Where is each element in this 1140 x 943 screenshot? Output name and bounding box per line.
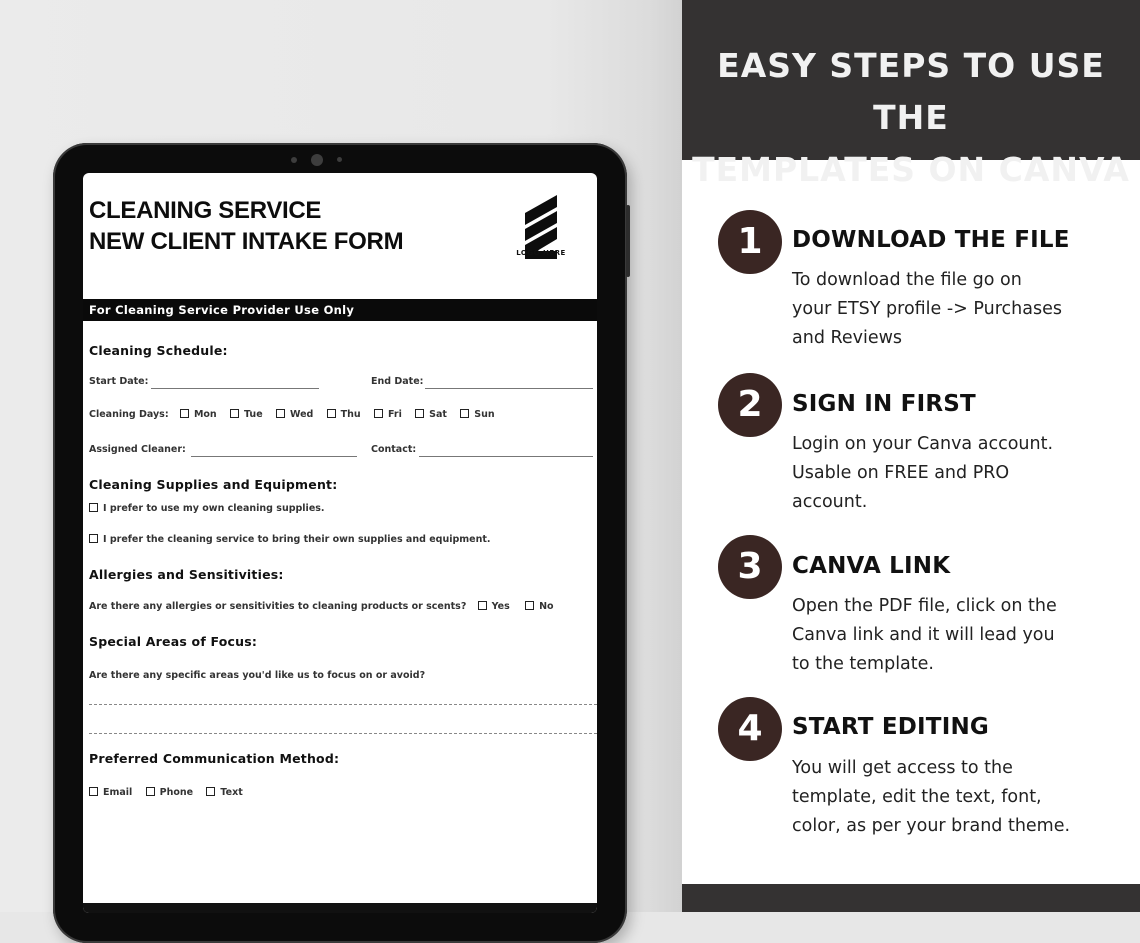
start-date-line[interactable]: [151, 388, 319, 389]
assigned-cleaner-label: Assigned Cleaner:: [89, 444, 186, 455]
comm-label-email: Email: [103, 787, 133, 798]
cleaning-days-label: Cleaning Days:: [89, 409, 169, 420]
communication-options: [89, 787, 243, 798]
allergies-heading: Allergies and Sensitivities:: [89, 567, 284, 582]
step-1-line-3: and Reviews: [792, 328, 903, 348]
comm-label-phone: Phone: [159, 787, 194, 798]
step-2-line-3: account.: [792, 492, 868, 512]
start-date-label: Start Date:: [89, 376, 149, 387]
supplies-heading: Cleaning Supplies and Equipment:: [89, 477, 338, 492]
day-checkbox-fri[interactable]: [374, 409, 383, 418]
step-3-line-3: to the template.: [792, 654, 934, 674]
allergies-question: Are there any allergies or sensitivities to cleaning products or scents?: [89, 601, 467, 612]
contact-line[interactable]: [419, 456, 593, 457]
focus-answer-line-1[interactable]: [89, 704, 597, 705]
step-3-line-2: Canva link and it will lead you: [792, 625, 1055, 645]
step-3-text: [792, 592, 1092, 679]
allergies-no-checkbox[interactable]: [525, 601, 534, 610]
focus-answer-line-2[interactable]: [89, 733, 597, 734]
tablet-sensor-left: [291, 157, 297, 163]
tablet-camera: [311, 154, 323, 166]
supplies-option-2: [89, 534, 491, 545]
comm-checkbox-text[interactable]: [206, 787, 215, 796]
step-1-number: 1: [718, 210, 782, 274]
schedule-heading: Cleaning Schedule:: [89, 343, 228, 358]
contact-label: Contact:: [371, 444, 417, 455]
day-checkbox-tue[interactable]: [230, 409, 239, 418]
panel-footer: [682, 884, 1140, 912]
form-title-line2: NEW CLIENT INTAKE FORM: [89, 228, 404, 255]
tablet-mockup: [53, 143, 627, 943]
step-4-line-3: color, as per your brand theme.: [792, 816, 1071, 836]
step-4-line-1: You will get access to the: [792, 758, 1013, 778]
step-4-number: 4: [718, 697, 782, 761]
supplies-option-2-text: I prefer the cleaning service to bring their own supplies and equipment.: [103, 534, 491, 545]
focus-question: Are there any specific areas you'd like us to focus on or avoid?: [89, 670, 426, 681]
panel-title: [682, 40, 1140, 196]
supplies-checkbox-1[interactable]: [89, 503, 98, 512]
supplies-option-1-text: I prefer to use my own cleaning supplies.: [103, 503, 325, 514]
day-checkbox-sat[interactable]: [415, 409, 424, 418]
step-4-text: [792, 754, 1092, 841]
day-checkbox-wed[interactable]: [276, 409, 285, 418]
step-1-line-1: To download the file go on: [792, 270, 1022, 290]
step-4-line-2: template, edit the text, font,: [792, 787, 1042, 807]
instructions-panel: [682, 0, 1140, 912]
step-3-title: CANVA LINK: [792, 553, 951, 579]
allergies-question-row: [89, 601, 554, 612]
allergies-yes-label: Yes: [491, 601, 510, 612]
tablet-sensor-right: [337, 157, 342, 162]
end-date-label: End Date:: [371, 376, 424, 387]
assigned-cleaner-line[interactable]: [191, 456, 357, 457]
comm-label-text: Text: [220, 787, 243, 798]
form-title: [89, 195, 403, 257]
panel-title-line2: TEMPLATES ON CANVA: [692, 150, 1130, 189]
day-label-tue: Tue: [244, 409, 263, 420]
day-label-thu: Thu: [340, 409, 361, 420]
day-label-wed: Wed: [289, 409, 314, 420]
day-checkbox-thu[interactable]: [327, 409, 336, 418]
step-3-line-1: Open the PDF file, click on the: [792, 596, 1057, 616]
form-title-line1: CLEANING SERVICE: [89, 197, 322, 224]
supplies-option-1: [89, 503, 325, 514]
panel-header: [682, 0, 1140, 189]
cleaning-days-row: [89, 409, 505, 420]
step-1-text: [792, 266, 1092, 353]
step-3-number: 3: [718, 535, 782, 599]
panel-title-line1: EASY STEPS TO USE THE: [717, 46, 1105, 137]
end-date-line[interactable]: [425, 388, 593, 389]
day-label-sun: Sun: [474, 409, 495, 420]
supplies-checkbox-2[interactable]: [89, 534, 98, 543]
comm-checkbox-phone[interactable]: [146, 787, 155, 796]
step-2-number: 2: [718, 373, 782, 437]
step-2-title: SIGN IN FIRST: [792, 391, 976, 417]
provider-use-band: For Cleaning Service Provider Use Only: [83, 299, 597, 321]
focus-heading: Special Areas of Focus:: [89, 634, 258, 649]
step-2-line-2: Usable on FREE and PRO: [792, 463, 1010, 483]
day-label-fri: Fri: [388, 409, 402, 420]
tablet-screen: [83, 173, 597, 913]
allergies-no-label: No: [539, 601, 554, 612]
step-2-line-1: Login on your Canva account.: [792, 434, 1054, 454]
logo-text: LOGO HERE: [516, 249, 566, 257]
allergies-yes-checkbox[interactable]: [478, 601, 487, 610]
communication-heading: Preferred Communication Method:: [89, 751, 340, 766]
day-label-mon: Mon: [193, 409, 217, 420]
step-2-text: [792, 430, 1092, 517]
tablet-side-button: [626, 205, 630, 277]
step-1-line-2: your ETSY profile -> Purchases: [792, 299, 1062, 319]
comm-checkbox-email[interactable]: [89, 787, 98, 796]
step-1-title: DOWNLOAD THE FILE: [792, 227, 1070, 253]
day-checkbox-mon[interactable]: [180, 409, 189, 418]
day-label-sat: Sat: [429, 409, 447, 420]
day-checkbox-sun[interactable]: [460, 409, 469, 418]
step-4-title: START EDITING: [792, 714, 989, 740]
